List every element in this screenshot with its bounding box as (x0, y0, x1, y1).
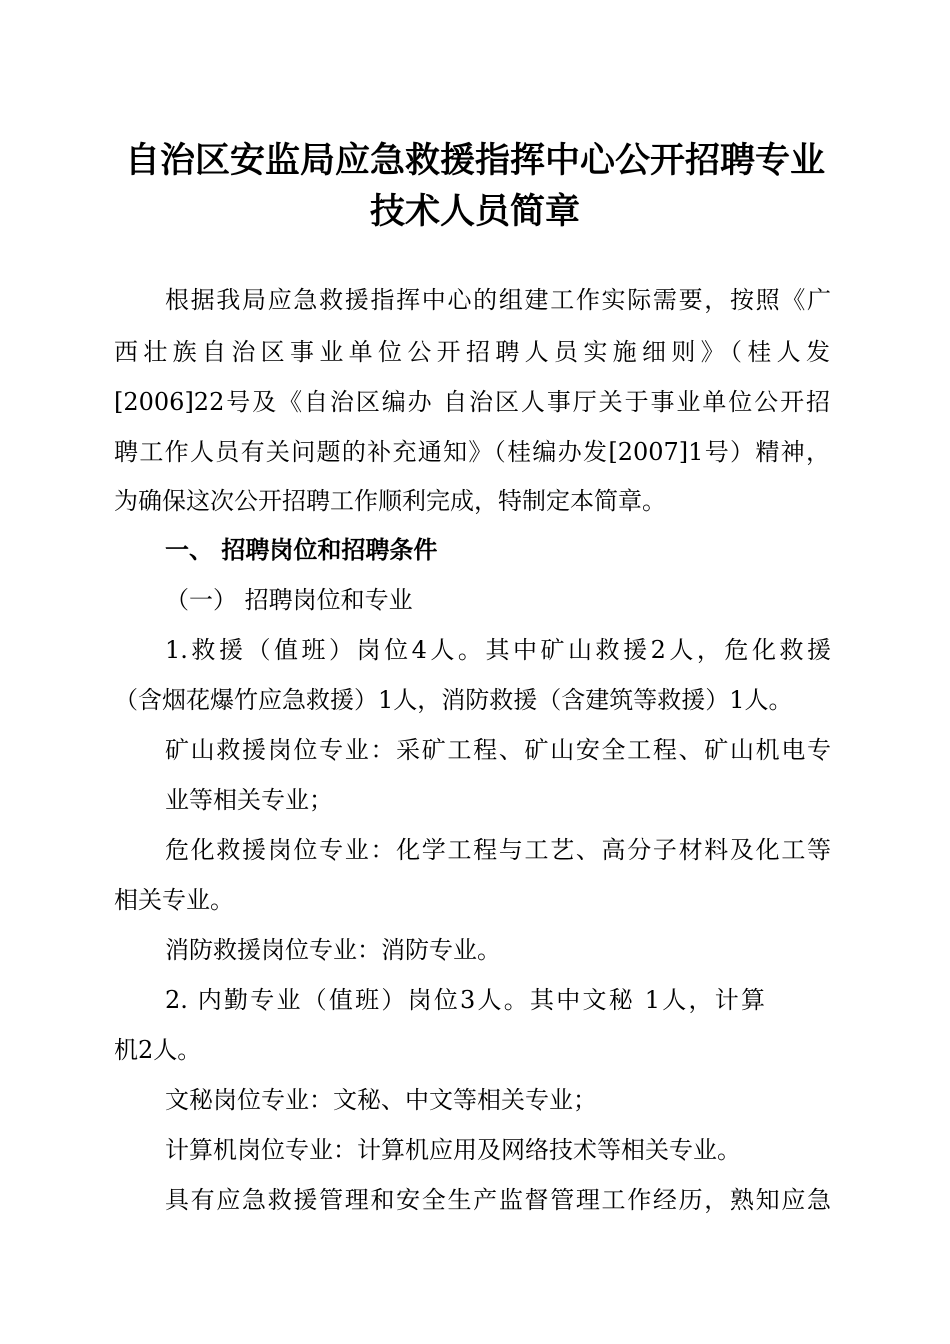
intro-line-5: 为确保这次公开招聘工作顺利完成，特制定本简章。 (114, 487, 666, 515)
item-2-line-2: 机2人。 (114, 1036, 202, 1064)
document-title-line-2: 技术人员简章 (369, 192, 580, 232)
intro-line-3: [2006]22号及《自治区编办 自治区人事厅关于事业单位公开招 (114, 388, 830, 416)
hazchem-major-line-1: 危化救援岗位专业：化学工程与工艺、高分子材料及化工等 (165, 836, 831, 864)
intro-line-1: 根据我局应急救援指挥中心的组建工作实际需要，按照《广 (165, 286, 831, 314)
fire-major-line: 消防救援岗位专业：消防专业。 (165, 936, 501, 964)
document-title-line-1: 自治区安监局应急救援指挥中心公开招聘专业 (124, 141, 825, 181)
section-heading-1: 一、 招聘岗位和招聘条件 (165, 536, 438, 564)
intro-line-2: 西壮族自治区事业单位公开招聘人员实施细则》（桂人发 (114, 338, 830, 366)
secretary-major-line: 文秘岗位专业：文秘、中文等相关专业； (165, 1086, 597, 1114)
mining-major-line-1: 矿山救援岗位专业：采矿工程、矿山安全工程、矿山机电专 (165, 736, 831, 764)
computer-major-line: 计算机岗位专业：计算机应用及网络技术等相关专业。 (165, 1136, 741, 1164)
item-1-line-1: 1.救援（值班）岗位4人。其中矿山救援2人，危化救援 (165, 636, 831, 664)
item-1-line-2: （含烟花爆竹应急救援）1人，消防救援（含建筑等救援）1人。 (114, 686, 793, 714)
item-2-line-1: 2. 内勤专业（值班）岗位3人。其中文秘 1人，计算 (165, 986, 765, 1014)
intro-line-4: 聘工作人员有关问题的补充通知》（桂编办发[2007]1号）精神， (114, 438, 830, 466)
mining-major-line-2: 业等相关专业； (165, 786, 333, 814)
subsection-heading-1: （一） 招聘岗位和专业 (165, 586, 413, 614)
experience-line: 具有应急救援管理和安全生产监督管理工作经历，熟知应急 (165, 1186, 831, 1214)
hazchem-major-line-2: 相关专业。 (114, 886, 234, 914)
